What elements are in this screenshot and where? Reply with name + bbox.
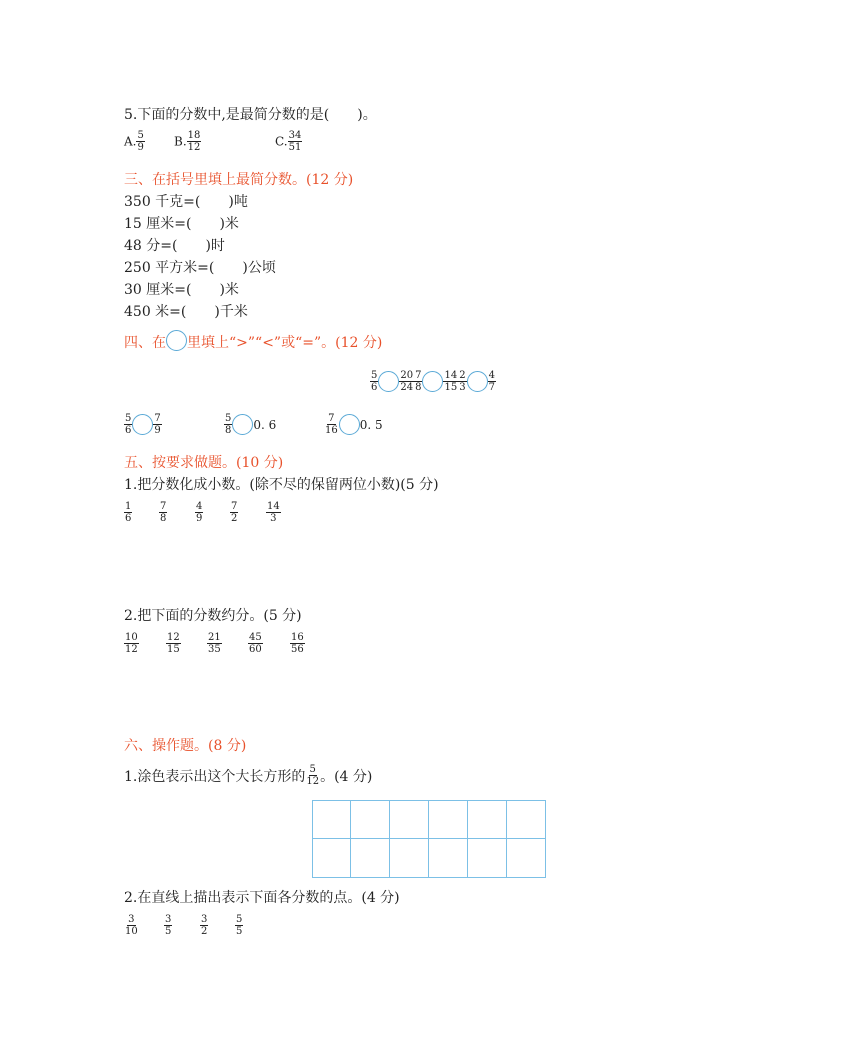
- grid-cell[interactable]: [351, 839, 390, 878]
- sec4-row2-item: $\frac{5}{6}$ $\frac{7}{9}$: [125, 413, 161, 436]
- q5-option-a: A. $\frac{5}{9}$: [124, 130, 144, 153]
- grid-cell[interactable]: [390, 800, 429, 839]
- section4-title: 四、在 里填上“>”“<”或“=”。(12 分): [124, 332, 382, 352]
- grid-cell[interactable]: [312, 839, 351, 878]
- grid-cell[interactable]: [390, 839, 429, 878]
- sec4-row1: $\frac{5}{6}$ $\frac{20}{24}$ $\frac{7}{8}$ $\frac{14}{15}$ $\frac{2}{3}$ $\frac{4}{7}$: [371, 370, 495, 393]
- q5-option-b: B. $\frac{18}{12}$: [174, 130, 201, 153]
- grid-cell[interactable]: [351, 800, 390, 839]
- compare-circle-icon: [166, 330, 187, 351]
- grid-cell[interactable]: [312, 800, 351, 839]
- section6-title: 六、操作题。(8 分): [124, 738, 247, 754]
- sec5-q1: 1.把分数化成小数。(除不尽的保留两位小数)(5 分): [124, 477, 439, 493]
- grid-cell[interactable]: [507, 800, 546, 839]
- q5-option-c: C. $\frac{34}{51}$: [275, 130, 302, 153]
- compare-circle[interactable]: [467, 371, 488, 392]
- grid-cell[interactable]: [507, 839, 546, 878]
- sec4-row2-item: $\frac{7}{16}$ 0. 5: [325, 413, 383, 436]
- compare-circle[interactable]: [232, 414, 253, 435]
- sec3-line: 48 分=( )时: [124, 238, 225, 254]
- section5-title: 五、按要求做题。(10 分): [124, 455, 284, 471]
- sec3-line: 15 厘米=( )米: [124, 216, 239, 232]
- section3-title: 三、在括号里填上最简分数。(12 分): [124, 172, 354, 188]
- grid-cell[interactable]: [468, 839, 507, 878]
- sec6-q1: 1.涂色表示出这个大长方形的 $\frac{5}{12}$ 。(4 分): [124, 764, 373, 787]
- sec3-line: 250 平方米=( )公顷: [124, 260, 276, 276]
- sec3-line: 450 米=( )千米: [124, 304, 248, 320]
- sec3-line: 30 厘米=( )米: [124, 282, 239, 298]
- compare-circle[interactable]: [339, 414, 360, 435]
- sec5-q2: 2.把下面的分数约分。(5 分): [124, 608, 302, 624]
- rectangle-grid[interactable]: [312, 800, 546, 878]
- sec6-q2: 2.在直线上描出表示下面各分数的点。(4 分): [124, 890, 400, 906]
- compare-circle[interactable]: [422, 371, 443, 392]
- q5-text: 5.下面的分数中,是最简分数的是( )。: [124, 107, 377, 123]
- compare-circle[interactable]: [132, 414, 153, 435]
- compare-circle[interactable]: [378, 371, 399, 392]
- grid-cell[interactable]: [468, 800, 507, 839]
- sec3-line: 350 千克=( )吨: [124, 194, 248, 210]
- grid-cell[interactable]: [429, 839, 468, 878]
- sec4-row2-item: $\frac{5}{8}$ 0. 6: [225, 413, 277, 436]
- grid-cell[interactable]: [429, 800, 468, 839]
